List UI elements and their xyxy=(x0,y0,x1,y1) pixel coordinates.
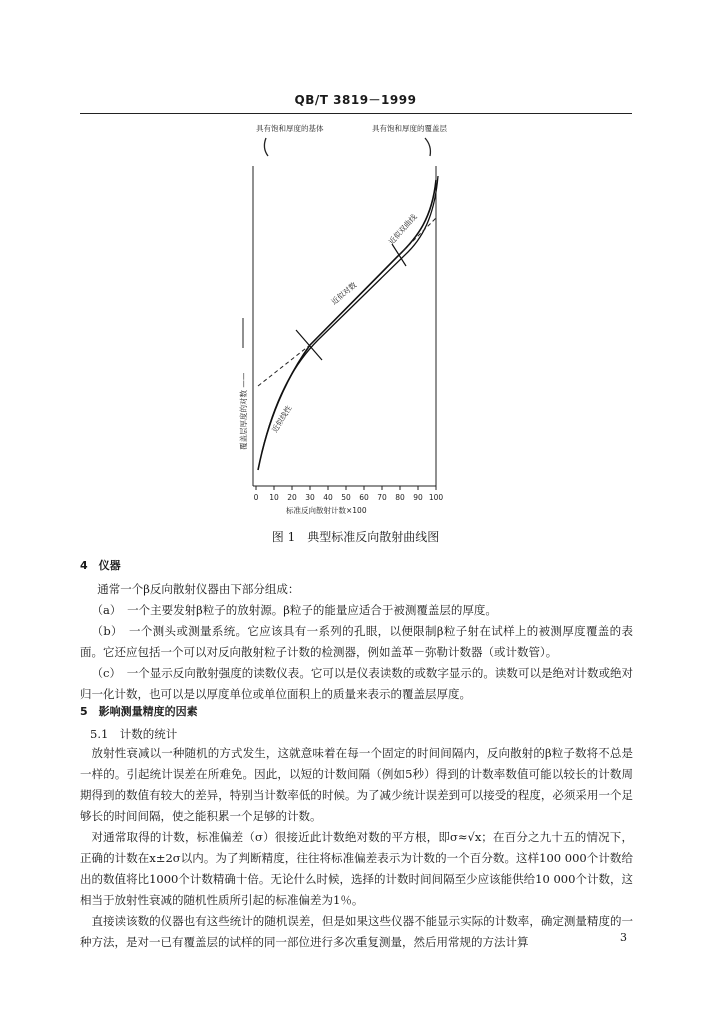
break-mark-lower xyxy=(296,330,322,360)
y-axis-label: 覆盖层厚度的对数 —— xyxy=(239,372,248,450)
right-bracket-mark xyxy=(425,138,430,156)
section-5-para-1: 放射性衰减以一种随机的方式发生，这就意味着在每一个固定的时间间隔内，反向散射的β粒子数将不总是一样的。引起统计误差在所难免。因此，以短的计数间隔（例如5秒）得到的计数率数值可能以较长的计数周期得到的数值有较大的差异，特别当计数率低的时候。为了减少统计误差到可以接受的程度，必须采用一个足够长的时间间隔，使之能积累一个足够的计数。 xyxy=(80,746,633,823)
section-4-item-b: （b） 一个测头或测量系统。它应该具有一系列的孔眼，以便限制β粒子射在试样上的被测厚度覆盖的表面。它还应包括一个可以对反向散射粒子计数的检测器，例如盖革－弥勒计数器（或计数管）。 xyxy=(80,624,633,659)
x-tick-label-60: 60 xyxy=(359,493,369,502)
section-4-item-c: （c） 一个显示反向散射强度的读数仪表。它可以是仪表读数的或数字显示的。读数可以是绝对计数或绝对归一化计数，也可以是以厚度单位或单位面积上的质量来表示的覆盖层厚度。 xyxy=(80,666,633,701)
figure-caption: 图 1 典型标准反向散射曲线图 xyxy=(271,530,440,544)
label-approx-log: 近似对数 xyxy=(329,280,359,307)
x-tick-label-0: 0 xyxy=(253,493,259,502)
x-tick-label-50: 50 xyxy=(341,493,351,502)
x-tick-label-80: 80 xyxy=(395,493,405,502)
x-axis-tick-labels xyxy=(254,493,444,502)
break-mark-upper xyxy=(392,244,406,266)
section-5-para-2: 对通常取得的计数，标准偏差（σ）很接近此计数绝对数的平方根，即σ≈√x；在百分之九十五的情况下，正确的计数在x±2σ以内。为了判断精度，往往将标准偏差表示为计数的一个百分数。这样100 000个计数给出的数值将比1000个计数精确十倍。无论什么时候，选择的计数时间间隔至少应该能供给10 000个计数，这相当于放射性衰减的随机性质所引起的标准偏差为1％。 xyxy=(80,830,633,907)
x-tick-label-100: 100 xyxy=(428,493,444,502)
section-5-para-3: 直接读该数的仪器也有这些统计的随机误差，但是如果这些仪器不能显示实际的计数率，确定测量精度的一种方法，是对一已有覆盖层的试样的同一部位进行多次重复测量，然后用常规的方法计算 xyxy=(80,914,633,949)
section-5-title: 5 影响测量精度的因素 xyxy=(80,705,198,718)
x-tick-label-70: 70 xyxy=(377,493,387,502)
page-number: 3 xyxy=(620,931,627,944)
top-label-right: 具有饱和厚度的覆盖层 xyxy=(372,124,447,133)
label-approx-linear: 近似线性 xyxy=(270,403,294,435)
standard-code-header: QB/T 3819－1999 xyxy=(294,93,417,107)
x-tick-label-20: 20 xyxy=(287,493,297,502)
section-4-intro: 通常一个β反向散射仪器由下部分组成： xyxy=(97,582,300,596)
x-tick-label-10: 10 xyxy=(269,493,279,502)
x-axis-label: 标准反向散射计数×100 xyxy=(286,506,367,515)
x-tick-label-30: 30 xyxy=(305,493,315,502)
label-approx-hyperbola: 近似双曲线 xyxy=(386,212,419,247)
section-4-title: 4 仪器 xyxy=(80,559,121,572)
top-label-left: 具有饱和厚度的基体 xyxy=(256,124,324,133)
x-tick-label-90: 90 xyxy=(413,493,423,502)
section-5-1-title: 5.1 计数的统计 xyxy=(90,727,178,741)
section-4-item-a: （a） 一个主要发射β粒子的放射源。β粒子的能量应适合于被测覆盖层的厚度。 xyxy=(91,603,497,617)
left-bracket-mark xyxy=(264,138,268,156)
x-axis-ticks xyxy=(256,486,436,490)
dashed-extrapolation-low xyxy=(258,345,310,386)
section-5-body xyxy=(80,743,633,953)
x-tick-label-40: 40 xyxy=(323,493,333,502)
section-4-body xyxy=(80,579,633,705)
